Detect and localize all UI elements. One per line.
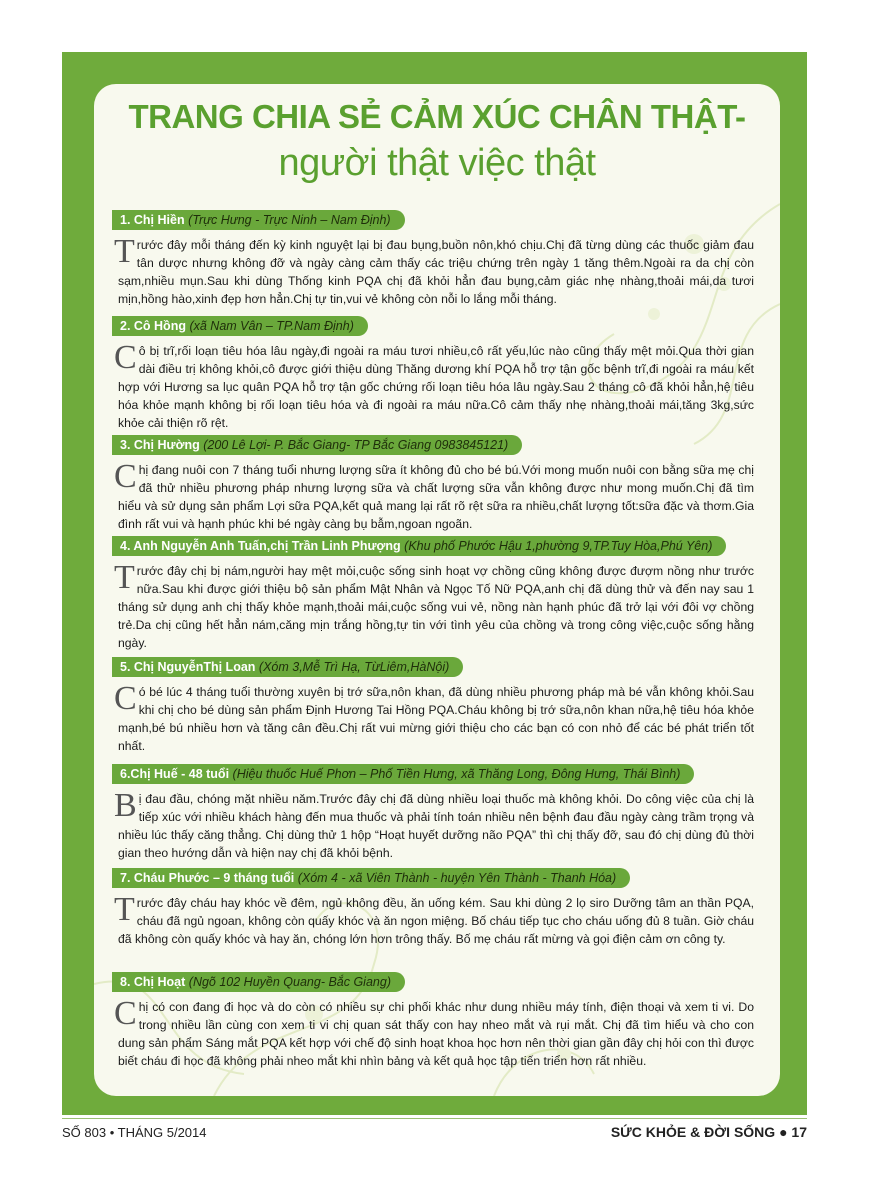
entry-body: ô bị trĩ,rối loạn tiêu hóa lâu ngày,đi ngoài ra máu tươi nhiều,cô rất yếu,lúc nào cũng thấy mệt mỏi.Qua thời gian dài điều trị không khỏi,cô được giới thiệu dùng Thăng dương khí PQA hỗ trợ tận gốc bệnh trĩ,đi ngoài ra máu kết hợp với Hương sa lục quân PQA hỗ trợ tận gốc chứng rối loạn tiêu hóa lâu ngày.Sau 2 tháng cô đã khỏi hẳn,hệ tiêu hóa khỏe mạnh không bị rối loạn tiêu hóa và đi ngoài ra máu nữa.Cô cảm thấy nhẹ nhàng,thoải mái,tăng 3kg,sức khỏe cải thiện rõ rệt. (118, 344, 754, 430)
entry-info: (Xóm 3,Mễ Trì Hạ, TừLiêm,HàNội) (258, 660, 450, 674)
entry-info: (Trực Hưng - Trực Ninh – Nam Định) (188, 213, 391, 227)
drop-cap: T (114, 233, 135, 270)
entry-body: rước đây mỗi tháng đến kỳ kinh nguyệt lại bị đau bụng,buồn nôn,khó chịu.Chị đã từng dùng các thuốc giảm đau tân dược nhưng không đỡ và ngày càng cảm thấy các triệu chứng trên ngày 1 tăng thêm.Ngoài ra da chị còn sạm,nhiều mụn.Sau khi dùng Thống kinh PQA chị đã khỏi hẳn đau bụng,cảm giác nhẹ nhàng,thoải mái,da tươi mịn,hồng hào,xinh đẹp hơn hẳn.Chị tự tin,vui vẻ không còn nỗi lo lắng mỗi tháng. (118, 238, 754, 306)
content-panel (94, 84, 780, 1096)
entry-header (112, 764, 694, 784)
drop-cap: C (114, 458, 137, 495)
entry-body: hị đang nuôi con 7 tháng tuổi nhưng lượng sữa ít không đủ cho bé bú.Với mong muốn nuôi con bằng sữa mẹ chị đã thử nhiều phương pháp nhưng lượng sữa và chất lượng sữa vẫn không được như mong muốn.Chị đã tìm hiểu và sử dụng sản phẩm Lợi sữa PQA,kết quả mang lại rất rõ rệt sữa ra nhiều,chất lượng tốt:sữa đặc và thơm.Gia đình rất vui và hạnh phúc khi bé ngày càng bụ bẫm,ngoan ngoãn. (118, 463, 754, 531)
entry-text (112, 458, 754, 533)
entry-header (112, 972, 405, 992)
entry-info: (Hiệu thuốc Huế Phơn – Phố Tiền Hưng, xã Thăng Long, Đông Hưng, Thái Bình) (232, 767, 681, 781)
testimonial-4 (112, 536, 754, 652)
entry-text (112, 787, 754, 862)
entry-text (112, 891, 754, 948)
testimonial-5 (112, 657, 754, 755)
entry-header (112, 657, 463, 677)
entry-header (112, 316, 368, 336)
entry-name: 8. Chị Hoạt (120, 975, 186, 989)
drop-cap: B (114, 787, 137, 824)
entry-name: 6.Chị Huế - 48 tuổi (120, 767, 230, 781)
testimonial-8 (112, 972, 754, 1070)
drop-cap: C (114, 995, 137, 1032)
entry-info: (Xóm 4 - xã Viên Thành - huyện Yên Thành - Thanh Hóa) (297, 871, 617, 885)
entry-header (112, 536, 726, 556)
footer-divider (62, 1118, 807, 1119)
testimonial-1 (112, 210, 754, 308)
entry-text (112, 339, 754, 432)
entry-info: (Khu phố Phước Hậu 1,phường 9,TP.Tuy Hòa,Phú Yên) (404, 539, 713, 553)
drop-cap: C (114, 680, 137, 717)
entry-text (112, 995, 754, 1070)
magazine-name-page-number: SỨC KHỎE & ĐỜI SỐNG ● 17 (610, 1124, 807, 1140)
drop-cap: C (114, 339, 137, 376)
testimonial-6 (112, 764, 754, 862)
entry-name: 3. Chị Hường (120, 438, 200, 452)
entry-text (112, 233, 754, 308)
testimonial-3 (112, 435, 754, 533)
drop-cap: T (114, 891, 135, 928)
drop-cap: T (114, 559, 135, 596)
entry-body: ị đau đầu, chóng mặt nhiều năm.Trước đây chị đã dùng nhiều loại thuốc mà không khỏi. Do công việc của chị là tiếp xúc với nhiều khách hàng đến mua thuốc và phải tính toán nhiều nên bệnh đau đầu ngày càng trầm trọng và nhiều lúc thấy căng thẳng. Chị dùng thử 1 hộp “Hoạt huyết dưỡng não PQA” thì chị thấy đỡ, sau đó chị dùng đủ thời gian theo hướng dẫn và hiện nay chị đã khỏi bệnh. (118, 792, 754, 860)
entry-header (112, 868, 630, 888)
entry-info: (Ngõ 102 Huyền Quang- Bắc Giang) (188, 975, 391, 989)
entry-name: 2. Cô Hồng (120, 319, 186, 333)
issue-info: SỐ 803 • THÁNG 5/2014 (62, 1125, 207, 1140)
page-title-line1: TRANG CHIA SẺ CẢM XÚC CHÂN THẬT- (128, 98, 746, 135)
entry-header (112, 210, 405, 230)
testimonial-7 (112, 868, 754, 948)
entry-name: 7. Cháu Phước – 9 tháng tuổi (120, 871, 295, 885)
testimonial-2 (112, 316, 754, 432)
entry-name: 4. Anh Nguyễn Anh Tuấn,chị Trần Linh Phượng (120, 539, 401, 553)
entry-body: hị có con đang đi học và do còn có nhiều sự chi phối khác như dung nhiều máy tính, điện thoại và xem ti vi. Do trong nhiều lần cùng con xem ti vi chị quan sát thấy con hay nheo mắt và rụi mắt. Chị đã tìm hiểu và cho con dung sản phẩm Sáng mắt PQA kết hợp với chế độ sinh hoạt khoa học hơn nên thời gian gần đây chị hỏi con thì được biết cháu đi học đã không phải nheo mắt khi nhìn bảng và kết quả học tập tiến triển hơn rất nhiều. (118, 1000, 754, 1068)
page-title-line2: người thật việc thật (278, 142, 596, 184)
entry-body: rước đây cháu hay khóc về đêm, ngủ không đều, ăn uống kém. Sau khi dùng 2 lọ siro Dưỡng tâm an thần PQA, cháu đã ngủ ngoan, không còn quấy khóc và ăn ngon miệng. Bố cháu tiếp tục cho cháu uống đủ 8 tuần. Giờ cháu đã không còn quấy khóc và hay ăn, chóng lớn hơn trông thấy. Bố mẹ cháu rất mừng và gọi điện cảm ơn công ty. (118, 896, 754, 946)
entry-name: 1. Chị Hiền (120, 213, 185, 227)
entry-header (112, 435, 522, 455)
entry-name: 5. Chị NguyễnThị Loan (120, 660, 256, 674)
entry-body: rước đây chị bị nám,người hay mệt mỏi,cuộc sống sinh hoạt vợ chồng cũng không được đượm nồng như trước nữa.Sau khi được giới thiệu bộ sản phẩm Mật Nhân và Ngọc Tố Nữ PQA,anh chị đã dùng thử và đến nay sau 1 tháng sử dụng anh chị thấy khỏe mạnh,thoải mái,cuộc sống vui vẻ, nồng nàn hạnh phúc đã trở lại với đôi vợ chồng trẻ.Da chị cũng hết hẳn nám,căng mịn trắng hồng,tự tin với tình yêu của chồng và trong công việc,cuộc sống hằng ngày. (118, 564, 754, 650)
entry-info: (xã Nam Vân – TP.Nam Định) (189, 319, 354, 333)
entry-text (112, 559, 754, 652)
entry-body: ó bé lúc 4 tháng tuổi thường xuyên bị trớ sữa,nôn khan, đã dùng nhiều phương pháp mà bé vẫn không khỏi.Sau khi chị cho bé dùng sản phẩm Định Hương Tai Hồng PQA.Cháu không bị trớ sữa,nôn khan nữa,hệ tiêu hóa khỏe mạnh,bé bú nhiều hơn và tăng cân đều.Chị rất vui mừng giới thiệu cho các bạn có con nhỏ để các bé phát triển tốt nhất. (118, 685, 754, 753)
entry-info: (200 Lê Lợi- P. Bắc Giang- TP Bắc Giang 0983845121) (203, 438, 509, 452)
entry-text (112, 680, 754, 755)
